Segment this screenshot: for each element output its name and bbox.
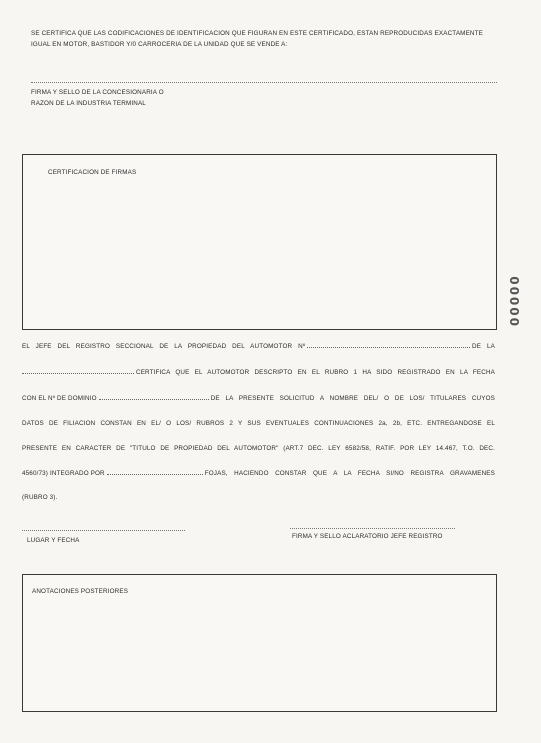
place-date-label: LUGAR Y FECHA [27,537,80,544]
anotaciones-title: ANOTACIONES POSTERIORES [32,588,129,595]
cert-line-3-text: CON EL Nº DE DOMINIO [22,395,97,402]
fojas-field[interactable] [107,469,203,475]
cert-line-5: PRESENTE EN CARACTER DE "TITULO DE PROPIEDAD DEL AUTOMOTOR" (ART.7 DEC. LEY 6582/58, RATIF. POR LEY 14.467, T.O. DEC. [22,445,495,452]
intro-text: SE CERTIFICA QUE LAS CODIFICACIONES DE IDENTIFICACION QUE FIGURAN EN ESTE CERTIFICADO, ESTAN REPRODUCIDAS EXACTAMENTE IGUAL EN MOTOR, BASTIDOR Y/0 CARROCERIA DE LA UNIDAD QUE SE VENDE A: [31,30,483,48]
cert-line-1 [22,342,495,350]
cert-line-6-end: FOJAS, HACIENDO CONSTAR QUE A LA FECHA SI/NO REGISTRA GRAVAMENES [204,470,495,477]
anotaciones-box[interactable] [22,574,497,712]
dealer-signature-label-2: RAZON DE LA INDUSTRIA TERMINAL [31,100,146,107]
cert-line-7 [22,494,495,501]
cert-line-3-end: DE LA PRESENTE SOLICITUD A NOMBRE DEL/ O DE LOS/ TITULARES CUYOS [210,395,495,402]
dominio-field[interactable] [99,394,209,400]
cert-line-6-text: 4560/73) INTEGRADO POR [22,470,105,477]
dealer-signature-line[interactable] [31,82,497,83]
registry-chief-signature-label: FIRMA Y SELLO ACLARATORIO JEFE REGISTRO [292,533,443,540]
cert-line-2 [22,368,495,376]
place-date-line[interactable] [22,530,185,531]
cert-line-1-end: DE LA [472,343,495,350]
certificacion-firmas-box[interactable] [22,154,497,330]
dealer-signature-label-1: FIRMA Y SELLO DE LA CONCESIONARIA O [31,89,164,96]
registry-location-field[interactable] [22,368,134,374]
serial-number: 00000 [508,274,522,326]
cert-line-3 [22,394,495,402]
registry-number-field[interactable] [307,342,470,348]
registry-chief-signature-line[interactable] [290,528,455,529]
cert-line-1-text: EL JEFE DEL REGISTRO SECCIONAL DE LA PROPIEDAD DEL AUTOMOTOR Nº [22,343,306,350]
cert-line-2-text: CERTIFICA QUE EL AUTOMOTOR DESCRIPTO EN EL RUBRO 1 HA SIDO REGISTRADO EN LA FECHA [136,369,495,376]
cert-line-7-text: (RUBRO 3). [22,494,58,501]
cert-line-6 [22,469,495,477]
certificacion-firmas-title: CERTIFICACION DE FIRMAS [48,169,137,176]
cert-line-4: DATOS DE FILIACION CONSTAN EN EL/ O LOS/ RUBROS 2 Y SUS EVENTUALES CONTINUACIONES 2a, 2b, ETC. ENTREGANDOSE EL [22,420,495,427]
